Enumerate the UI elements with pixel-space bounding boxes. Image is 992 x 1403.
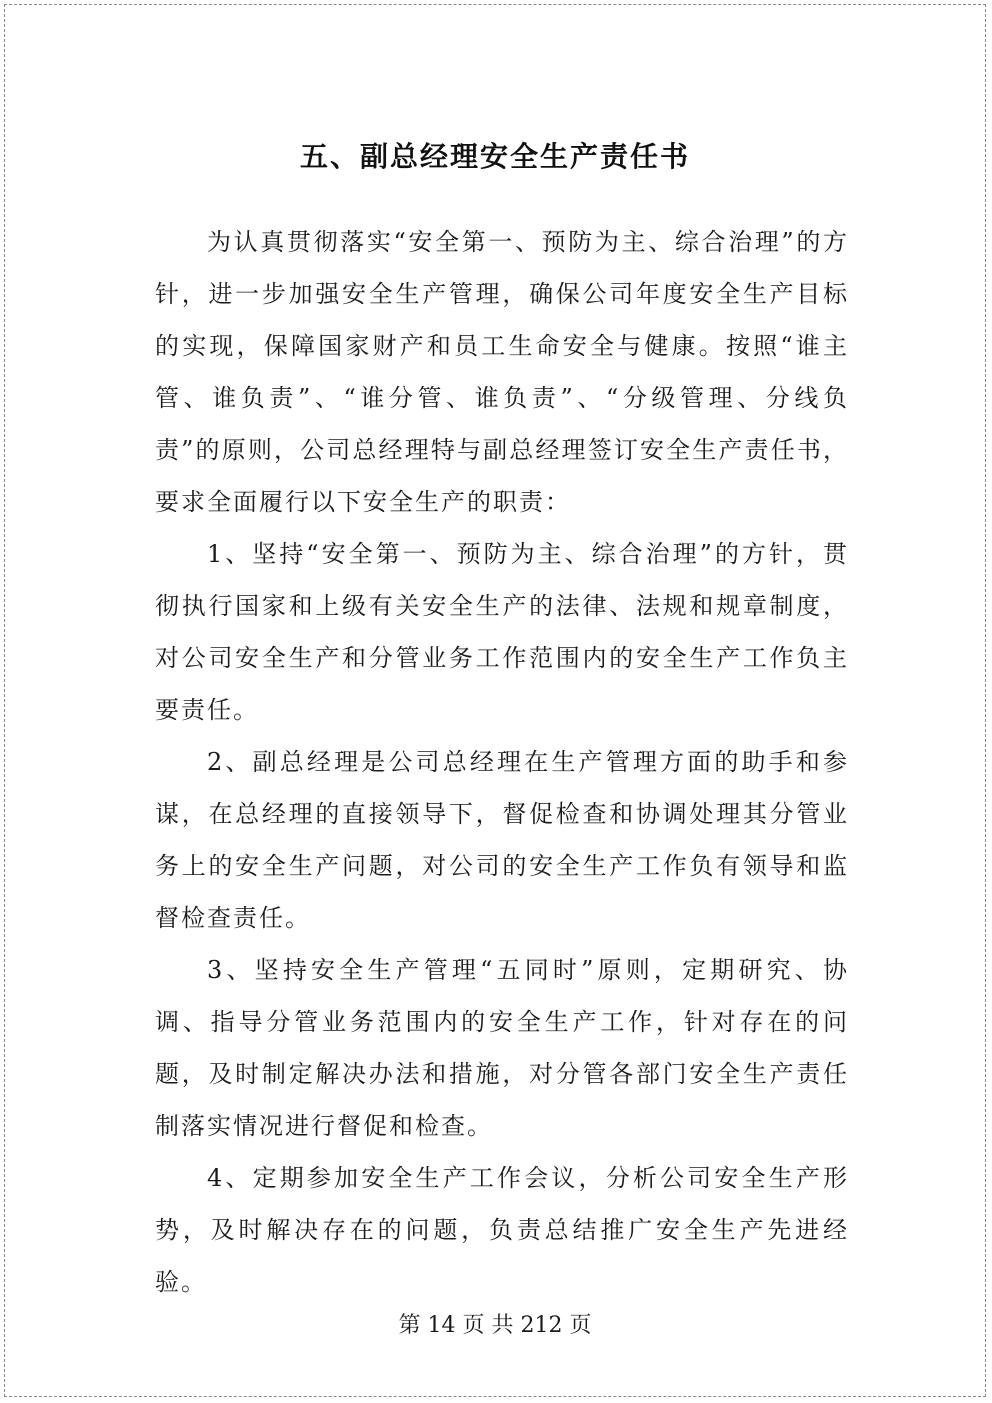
document-body — [155, 216, 849, 1308]
paragraph-item-3: 3、坚持安全生产管理“五同时”原则，定期研究、协调、指导分管业务范围内的安全生产工作，针对存在的问题，及时制定解决办法和措施，对分管各部门安全生产责任制落实情况进行督促和检查。 — [155, 956, 849, 1140]
document-page — [4, 4, 986, 1397]
page-title: 五、副总经理安全生产责任书 — [299, 140, 690, 173]
paragraph-item-1: 1、坚持“安全第一、预防为主、综合治理”的方针，贯彻执行国家和上级有关安全生产的法律、法规和规章制度，对公司安全生产和分管业务工作范围内的安全生产工作负主要责任。 — [155, 540, 849, 724]
paragraph-item-2: 2、副总经理是公司总经理在生产管理方面的助手和参谋，在总经理的直接领导下，督促检查和协调处理其分管业务上的安全生产问题，对公司的安全生产工作负有领导和监督检查责任。 — [155, 748, 849, 932]
page-number-footer: 第 14 页 共 212 页 — [398, 1313, 592, 1338]
paragraph-intro: 为认真贯彻落实“安全第一、预防为主、综合治理”的方针，进一步加强安全生产管理，确保公司年度安全生产目标的实现，保障国家财产和员工生命安全与健康。按照“谁主管、谁负责”、“谁分管、谁负责”、“分级管理、分线负责”的原则，公司总经理特与副总经理签订安全生产责任书，要求全面履行以下安全生产的职责： — [155, 228, 849, 516]
paragraph-item-4: 4、定期参加安全生产工作会议，分析公司安全生产形势，及时解决存在的问题，负责总结推广安全生产先进经验。 — [155, 1164, 849, 1296]
